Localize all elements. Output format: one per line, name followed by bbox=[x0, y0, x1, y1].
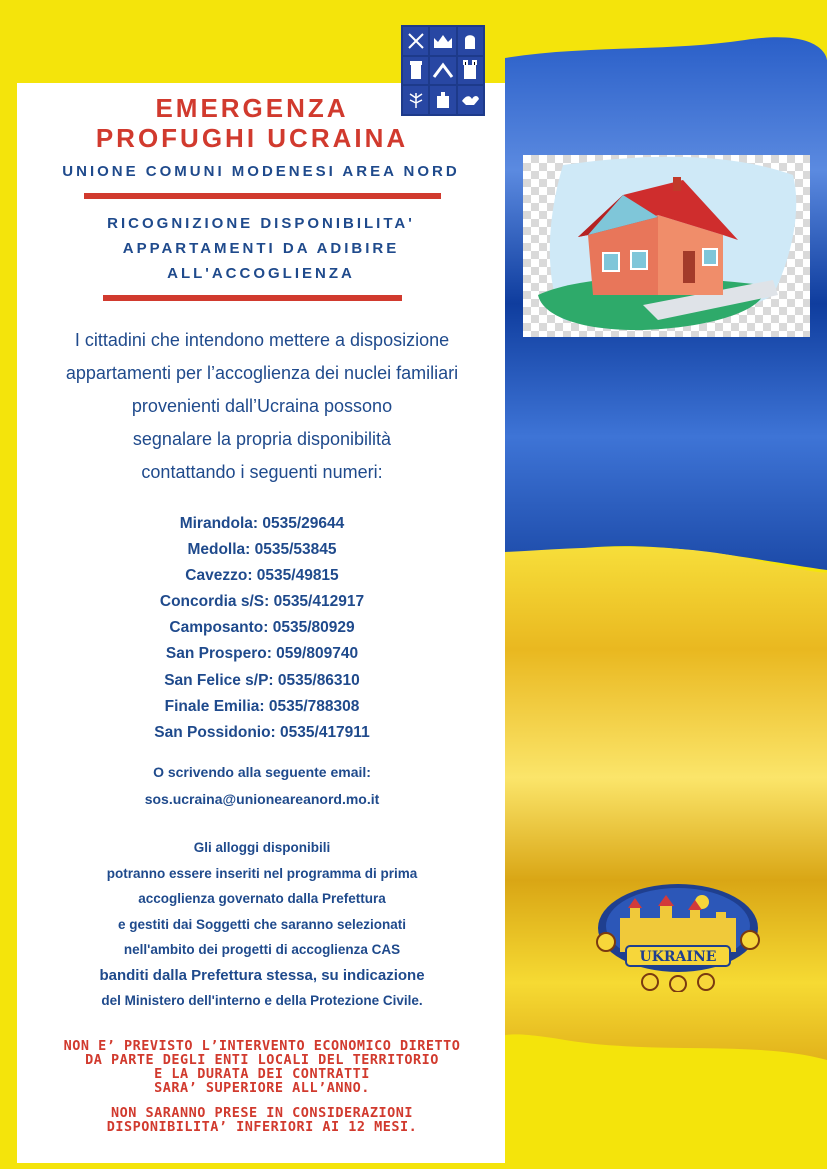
intro-line: provenienti dall’Ucraina possono bbox=[131, 396, 393, 416]
intro-text bbox=[17, 324, 507, 489]
warning-line: DA PARTE DEGLI ENTI LOCALI DEL TERRITORIO bbox=[85, 1052, 439, 1068]
alloggi-line: potranno essere inseriti nel programma di prima bbox=[106, 865, 418, 881]
contact-item: San Prospero: 059/809740 bbox=[165, 645, 359, 663]
warning-line: NON SARANNO PRESE IN CONSIDERAZIONI bbox=[111, 1105, 413, 1121]
alloggi-text bbox=[17, 835, 507, 1014]
divider-bottom bbox=[103, 295, 402, 301]
intro-line: I cittadini che intendono mettere a disposizione bbox=[74, 330, 450, 350]
house-illustration bbox=[523, 155, 810, 337]
alloggi-line: nell'ambito dei progetti di accoglienza CAS bbox=[123, 942, 401, 957]
subtitle: UNIONE COMUNI MODENESI AREA NORD bbox=[62, 163, 460, 180]
ricognizione-heading bbox=[17, 211, 505, 286]
badge-label: UKRAINE bbox=[639, 949, 717, 965]
title-line1: EMERGENZA bbox=[155, 93, 349, 123]
crowns-icon bbox=[430, 27, 455, 55]
contact-item: San Possidonio: 0535/417911 bbox=[154, 723, 370, 741]
alloggi-line: Gli alloggi disponibili bbox=[193, 840, 331, 855]
divider-top bbox=[84, 193, 441, 199]
chevron-icon bbox=[430, 57, 455, 85]
crossed-keys-icon bbox=[403, 27, 428, 55]
ricognizione-line: APPARTAMENTI DA ADIBIRE bbox=[122, 240, 400, 257]
alloggi-line: e gestiti dai Soggetti che saranno selezionati bbox=[117, 916, 407, 932]
warning-economic bbox=[17, 1039, 507, 1095]
warning-line: SARA’ SUPERIORE ALL’ANNO. bbox=[154, 1080, 370, 1096]
alloggi-line: accoglienza governato dalla Prefettura bbox=[138, 891, 386, 906]
warning-duration bbox=[17, 1106, 507, 1134]
alloggi-line: banditi dalla Prefettura stessa, su indicazione bbox=[99, 966, 425, 984]
contact-item: Finale Emilia: 0535/788308 bbox=[164, 697, 360, 715]
ricognizione-line: ALL'ACCOGLIENZA bbox=[167, 265, 355, 282]
warning-line: DISPONIBILITA’ INFERIORI AI 12 MESI. bbox=[106, 1119, 418, 1135]
ukraine-badge bbox=[590, 880, 766, 992]
lion-icon bbox=[458, 27, 483, 55]
email-section bbox=[17, 759, 507, 813]
castle-icon bbox=[458, 57, 483, 85]
contact-list bbox=[17, 511, 507, 746]
ricognizione-line: RICOGNIZIONE DISPONIBILITA' bbox=[107, 215, 415, 232]
intro-line: contattando i seguenti numeri: bbox=[141, 462, 383, 482]
warning-line: NON E’ PREVISTO L’INTERVENTO ECONOMICO DIRETTO bbox=[63, 1038, 461, 1054]
contact-item: Medolla: 0535/53845 bbox=[187, 541, 337, 559]
title-line2: PROFUGHI UCRAINA bbox=[95, 123, 409, 153]
warning-line: E LA DURATA DEI CONTRATTI bbox=[154, 1066, 370, 1082]
email-label: O scrivendo alla seguente email: bbox=[153, 764, 371, 780]
contact-item: San Felice s/P: 0535/86310 bbox=[164, 671, 360, 689]
contact-item: Cavezzo: 0535/49815 bbox=[185, 567, 339, 585]
contact-item: Mirandola: 0535/29644 bbox=[179, 515, 345, 532]
contact-item: Concordia s/S: 0535/412917 bbox=[159, 593, 365, 611]
tower-icon bbox=[403, 57, 428, 85]
contact-item: Camposanto: 0535/80929 bbox=[169, 619, 355, 637]
intro-line: segnalare la propria disponibilità bbox=[132, 429, 392, 449]
alloggi-line: del Ministero dell'interno e della Protezione Civile. bbox=[101, 993, 423, 1008]
intro-line: appartamenti per l’accoglienza dei nuclei familiari bbox=[65, 363, 459, 383]
email-address[interactable]: sos.ucraina@unioneareanord.mo.it bbox=[144, 791, 380, 807]
